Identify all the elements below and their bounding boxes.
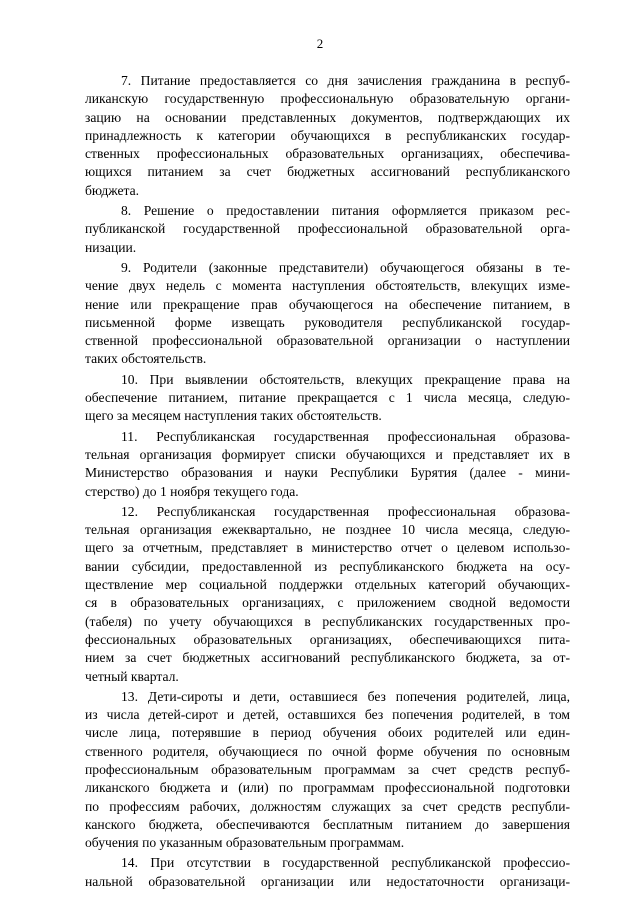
- paragraph: [85, 688, 570, 853]
- text-line: ственного родителя, обучающиеся по очной форме обучения по основным: [85, 743, 570, 759]
- text-line: по профессиям рабочих, должностям служащих за счет средств республи-: [85, 798, 570, 814]
- text-line: (табеля) по учету обучающихся в республиканских государственных про-: [85, 613, 570, 629]
- text-line: щего за месяцем наступления таких обстоятельств.: [85, 408, 382, 424]
- text-line: четный квартал.: [85, 668, 179, 684]
- paragraph: [85, 854, 570, 891]
- paragraph: [85, 202, 570, 257]
- text-line: ликанского бюджета и (или) по программам профессиональной подготовки: [85, 780, 570, 796]
- text-line: фессиональных образовательных организациях, обеспечивающихся пита-: [85, 631, 570, 647]
- paragraph: [85, 371, 570, 426]
- text-line: Министерство образования и науки Республики Бурятия (далее - мини-: [85, 465, 570, 481]
- text-line: стерство) до 1 ноября текущего года.: [85, 483, 299, 499]
- text-line: ственной профессиональной образовательной организации о наступлении: [85, 333, 570, 349]
- text-line: ственных профессиональных образовательных организациях, обеспечива-: [85, 146, 570, 162]
- text-line: нальной образовательной организации или недостаточности организаци-: [85, 873, 570, 889]
- text-line: 13. Дети-сироты и дети, оставшиеся без попечения родителей, лица,: [121, 688, 570, 704]
- paragraph: [85, 72, 570, 200]
- text-line: письменной форме извещать руководителя республиканской государ-: [85, 314, 570, 330]
- paragraph: [85, 428, 570, 501]
- text-line: чение двух недель с момента наступления обстоятельств, влекущих изме-: [85, 278, 570, 294]
- text-line: 12. Республиканская государственная профессиональная образова-: [121, 503, 570, 519]
- text-line: 8. Решение о предоставлении питания оформляется приказом рес-: [121, 203, 570, 219]
- text-line: ществление мер социальной поддержки отдельных категорий обучающих-: [85, 577, 570, 593]
- text-line: вании субсидии, предоставленной из республиканского бюджета на осу-: [85, 558, 570, 574]
- text-line: канского бюджета, обеспечиваются бесплатным питанием до завершения: [85, 816, 570, 832]
- text-line: числе лица, потерявшие в период обучения обоих родителей или един-: [85, 725, 570, 741]
- text-line: обеспечение питанием, питание прекращается с 1 числа месяца, следую-: [85, 390, 570, 406]
- text-line: ликанскую государственную профессиональную образовательную органи-: [85, 91, 570, 107]
- text-line: нием за счет бюджетных ассигнований республиканского бюджета, за от-: [85, 650, 570, 666]
- text-line: 7. Питание предоставляется со дня зачисления гражданина в респуб-: [121, 73, 570, 88]
- text-line: публиканской государственной профессиональной образовательной орга-: [85, 221, 570, 237]
- text-line: бюджета.: [85, 182, 140, 198]
- text-line: 10. При выявлении обстоятельств, влекущих прекращение права на: [121, 371, 570, 387]
- paragraph: [85, 259, 570, 369]
- text-line: зацию на основании представленных документов, подтверждающих их: [85, 109, 570, 125]
- text-line: низации.: [85, 239, 137, 255]
- text-line: из числа детей-сирот и детей, оставшихся без попечения родителей, в том: [85, 707, 570, 723]
- text-line: тельная организация ежеквартально, не позднее 10 числа месяца, следую-: [85, 522, 570, 538]
- document-body: [85, 72, 570, 893]
- page-number: 2: [316, 36, 324, 51]
- text-line: профессиональным образовательным программам за счет средств респуб-: [85, 761, 570, 777]
- text-line: тельная организация формирует списки обучающихся и представляет их в: [85, 446, 570, 462]
- text-line: ющихся питанием за счет бюджетных ассигнований республиканского: [85, 164, 570, 180]
- text-line: ся в образовательных организациях, с приложением сводной ведомости: [85, 595, 570, 611]
- text-line: нение или прекращение прав обучающегося на обеспечение питанием, в: [85, 296, 570, 312]
- paragraph: [85, 503, 570, 686]
- text-line: 14. При отсутствии в государственной республиканской профессио-: [121, 855, 570, 871]
- text-line: 9. Родители (законные представители) обучающегося обязаны в те-: [121, 259, 570, 275]
- text-line: таких обстоятельств.: [85, 351, 207, 367]
- text-line: 11. Республиканская государственная профессиональная образова-: [121, 428, 570, 444]
- text-line: щего за отчетным, представляет в министерство отчет о целевом использо-: [85, 540, 570, 556]
- text-line: принадлежность к категории обучающихся в республиканских государ-: [85, 127, 570, 143]
- text-line: обучения по указанным образовательным программам.: [85, 835, 405, 851]
